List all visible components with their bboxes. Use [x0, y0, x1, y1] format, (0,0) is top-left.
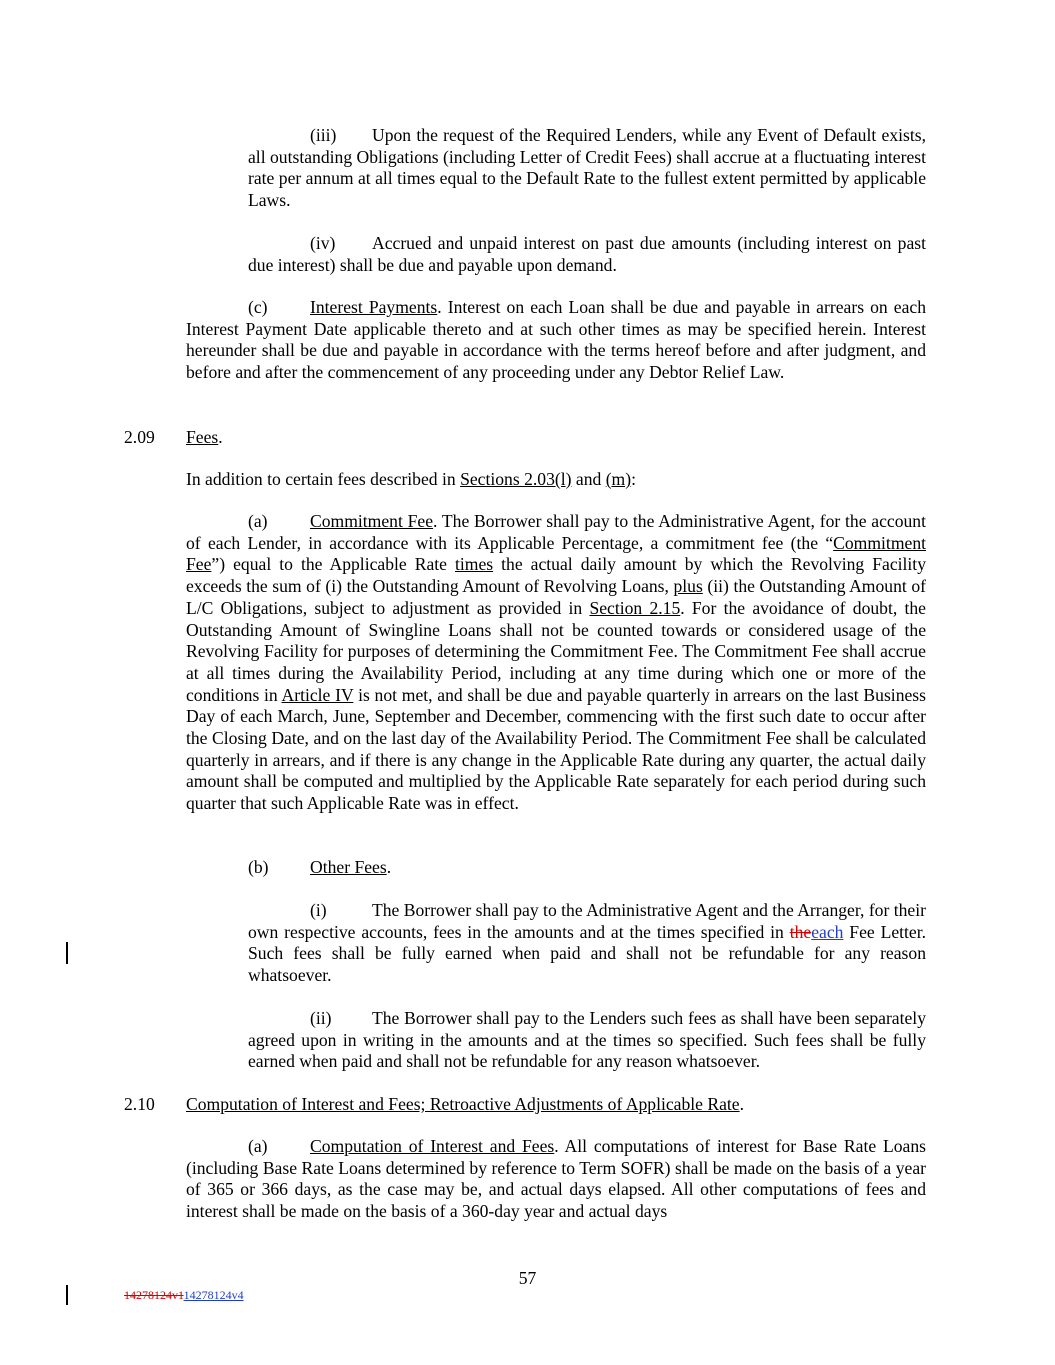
para-text: . Interest on each Loan shall be due and payable in arrears on each Interest Payment Date applicable thereto and at such other times as may be specified herein. Interest hereunder shall be due and payable in accordance with the terms hereof before and after judgment, and before and after the commencement of any proceeding under any Debtor Relief Law.	[186, 297, 926, 383]
section-ref: Section 2.15	[589, 597, 681, 618]
para-text: The Borrower shall pay to the Administrative Agent and the Arranger, for their own respective accounts, fees in the amounts and at the times specified in	[248, 900, 926, 942]
para-num: (ii)	[310, 1008, 332, 1028]
section-number: 2.09	[124, 427, 155, 447]
paragraph-iv	[248, 233, 926, 276]
paragraph-2-10-a	[186, 1136, 926, 1223]
para-heading: Other Fees	[310, 857, 387, 877]
para-text: ”) equal to the Applicable Rate	[211, 554, 455, 575]
para-text: . For the avoidance of doubt, the Outstanding Amount of Swingline Loans shall not be counted towards or considered usage of the Revolving Facility for purposes of determining the Commitment Fee. The Commitment Fee shall accrue at all times during the Availability Period, including at any time during which one or more of the conditions in	[186, 597, 926, 705]
paragraph-a-commitment-fee	[186, 511, 926, 815]
para-heading: Computation of Interest and Fees	[310, 1136, 555, 1156]
paragraph-b-other-fees	[186, 857, 926, 879]
para-num: (iii)	[310, 125, 337, 145]
inserted-docid: 14278124v4	[183, 1288, 244, 1302]
section-ref: Sections 2.03(l)	[460, 469, 572, 489]
section-number: 2.10	[124, 1094, 155, 1114]
paragraph-b-i	[248, 900, 926, 987]
paragraph-iii	[248, 125, 926, 212]
para-num: (iv)	[310, 233, 336, 253]
section-ref: (m)	[605, 469, 632, 489]
para-text: the actual daily amount by which the Revolving Facility exceeds the sum of (i) the Outstanding Amount of Revolving Loans,	[186, 554, 926, 597]
intro-text: In addition to certain fees described in	[186, 469, 461, 489]
para-num: (i)	[310, 900, 327, 920]
para-text: . All computations of interest for Base Rate Loans (including Base Rate Loans determined by reference to Term SOFR) shall be made on the basis of a year of 365 or 366 days, as the case may be, and actual days elapsed. All other computations of fees and interest shall be made on the basis of a 360-day year and actual days	[186, 1136, 926, 1222]
para-text: Upon the request of the Required Lenders, while any Event of Default exists, all outstanding Obligations (including Letter of Credit Fees) shall accrue at a fluctuating interest rate per annum at all times equal to the Default Rate to the fullest extent permitted by applicable Laws.	[248, 125, 926, 211]
para-text: .	[386, 857, 392, 877]
para-text: Fee Letter. Such fees shall be fully earned when paid and shall not be refundable for any reason whatsoever.	[248, 921, 926, 986]
deleted-text: the	[789, 921, 812, 942]
para-text: (ii) the Outstanding Amount of L/C Obligations, subject to adjustment as provided in	[186, 576, 926, 618]
para-text: . The Borrower shall pay to the Administrative Agent, for the account of each Lender, in accordance with its Applicable Percentage, a commitment fee (the “	[186, 511, 926, 553]
document-id	[124, 1288, 244, 1302]
para-num: (a)	[248, 1136, 268, 1156]
inserted-text: each	[811, 921, 844, 942]
para-text: is not met, and shall be due and payable quarterly in arrears on the last Business Day of each March, June, September and December, commencing with the first such date to occur after the Closing Date, and on the last day of the Availability Period. The Commitment Fee shall be calculated quarterly in arrears, and if there is any change in the Applicable Rate during any quarter, the actual daily amount shall be computed and multiplied by the Applicable Rate separately for each period during such quarter that such Applicable Rate was in effect.	[186, 684, 926, 814]
para-heading: Commitment Fee	[310, 511, 434, 531]
para-num: (b)	[248, 857, 269, 877]
para-text: Accrued and unpaid interest on past due amounts (including interest on past due interest) shall be due and payable upon demand.	[248, 233, 926, 275]
emphasis-term: plus	[673, 576, 703, 597]
fees-intro	[186, 469, 926, 491]
intro-text: :	[631, 469, 636, 489]
section-ref: Article IV	[281, 684, 354, 705]
para-heading: Interest Payments	[310, 297, 438, 317]
section-title: Fees	[186, 427, 219, 447]
intro-text: and	[571, 469, 606, 489]
deleted-docid: 14278124v1	[124, 1288, 184, 1302]
page-number: 57	[518, 1268, 537, 1288]
change-bar	[66, 942, 68, 964]
para-num: (a)	[248, 511, 268, 531]
para-text: The Borrower shall pay to the Lenders such fees as shall have been separately agreed upon in writing in the amounts and at the times so specified. Such fees shall be fully earned when paid and shall not be refundable for any reason whatsoever.	[248, 1008, 926, 1072]
section-title-period: .	[739, 1094, 744, 1114]
section-title: Computation of Interest and Fees; Retroactive Adjustments of Applicable Rate	[186, 1094, 740, 1114]
emphasis-term: times	[455, 554, 494, 575]
para-num: (c)	[248, 297, 268, 317]
change-bar	[66, 1285, 68, 1305]
paragraph-c-interest-payments	[186, 297, 926, 384]
defined-term: Commitment Fee	[186, 532, 926, 575]
paragraph-b-ii	[248, 1008, 926, 1073]
section-title-period: .	[218, 427, 223, 447]
